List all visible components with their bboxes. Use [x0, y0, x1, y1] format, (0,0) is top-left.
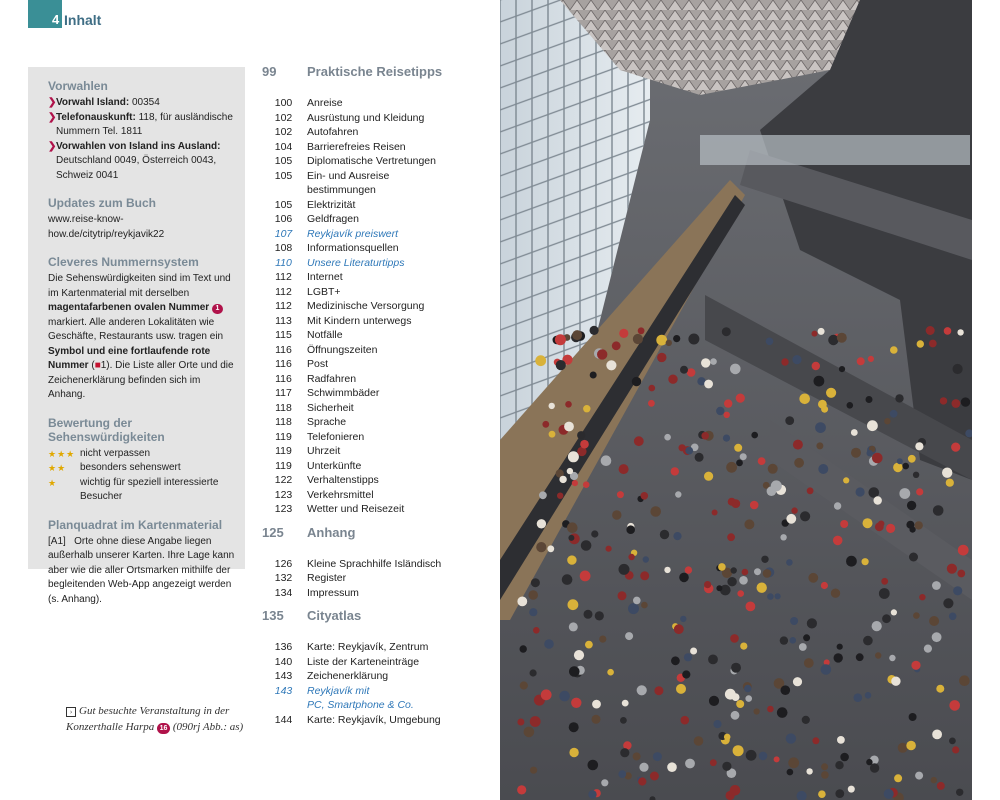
updates-url[interactable]: www.reise-know-how.de/citytrip/reykjavik22: [48, 214, 165, 240]
page-title: Inhalt: [64, 12, 102, 28]
rating-label: besonders sehenswert: [80, 462, 181, 473]
toc-entry[interactable]: [262, 270, 492, 285]
caption-credit: (090rj Abb.: as): [170, 721, 244, 733]
toc-entry-label: Kleine Sprachhilfe Isländisch: [307, 557, 442, 570]
toc-section-heading: [262, 64, 492, 88]
toc-entry[interactable]: [262, 299, 492, 314]
photo-illustration: [500, 0, 972, 800]
grid-code: [A1]: [48, 535, 66, 547]
toc-entry[interactable]: [262, 125, 492, 140]
info-box: [28, 67, 245, 605]
star-icon: ★★: [48, 463, 67, 473]
toc-entry[interactable]: [262, 571, 492, 586]
toc-entry[interactable]: [262, 212, 492, 227]
toc-entry-page: 143: [274, 684, 293, 697]
toc-section-number: 99: [262, 64, 277, 79]
toc-entry[interactable]: [262, 640, 492, 655]
rating-row: [48, 447, 235, 462]
toc-entry-page: 119: [275, 459, 292, 472]
nummern-heading: Cleveres Nummernsystem: [48, 255, 199, 269]
toc-entry[interactable]: [262, 96, 492, 111]
table-of-contents: [262, 64, 492, 727]
toc-entry-page: 102: [274, 111, 293, 124]
toc-entry[interactable]: [262, 415, 492, 430]
toc-entry-page: 123: [274, 488, 293, 501]
toc-entry-page: 144: [274, 713, 293, 726]
toc-entry[interactable]: [262, 314, 492, 329]
text-part: markiert. Alle anderen Lokalitäten wie Geschäfte, Restaurants usw. tragen ein: [48, 316, 224, 342]
toc-entry-page: 140: [274, 655, 293, 668]
planquadrat-heading: Planquadrat im Kartenmaterial: [48, 517, 223, 532]
toc-entry-page: 105: [274, 198, 293, 211]
toc-entry-label: Reykjavík mit: [307, 684, 370, 697]
toc-entry-label: Sicherheit: [307, 401, 354, 414]
toc-entry[interactable]: [262, 372, 492, 387]
toc-entry[interactable]: [262, 459, 492, 474]
toc-entry-page: 104: [274, 140, 293, 153]
text-part: Die Sehenswürdigkeiten sind im Text und im Kartenmaterial mit derselben: [48, 273, 231, 299]
text-bold: magentafarbenen ovalen Nummer: [48, 302, 210, 313]
toc-entry-page: 115: [275, 329, 292, 341]
toc-entry[interactable]: [262, 357, 492, 372]
toc-entry-page: 119: [275, 445, 292, 457]
toc-entry[interactable]: [262, 655, 492, 670]
toc-entry[interactable]: [262, 328, 492, 343]
arrow-icon: ❯: [48, 140, 57, 152]
toc-entry-label: Reykjavík preiswert: [307, 227, 399, 240]
toc-entry[interactable]: [262, 343, 492, 358]
rating-label: wichtig für speziell interessierte Besucher: [80, 476, 219, 502]
toc-entry-label: Wetter und Reisezeit: [307, 503, 405, 515]
toc-entry-page: 123: [274, 503, 293, 515]
toc-entry-label: Unsere Literaturtipps: [307, 256, 405, 269]
caption-text: Gut besuchte Veranstaltung in der Konzerthalle Harpa: [66, 705, 230, 733]
planquadrat-desc: Orte ohne diese Angabe liegen außerhalb unserer Karten. Ihre Lage kann aber wie die aller Ortsmarken mithilfe der begleitenden Web-App angezeigt werden (s. Anhang).: [48, 535, 235, 605]
toc-entry[interactable]: [262, 669, 492, 684]
toc-entry-page: 116: [275, 343, 292, 356]
star-icon: ★: [48, 477, 58, 488]
toc-entry[interactable]: [262, 444, 492, 459]
toc-entry-label: Geldfragen: [307, 213, 359, 225]
magenta-number-badge: 1: [212, 304, 223, 314]
magenta-number-badge: 16: [157, 723, 170, 734]
text-bold: Symbol und eine fortlaufende rote Nummer: [48, 345, 211, 371]
toc-entry[interactable]: [262, 713, 492, 728]
bewertung-section: [48, 416, 235, 505]
toc-entry[interactable]: [262, 154, 492, 169]
toc-entry[interactable]: [262, 684, 492, 699]
toc-entry-label: PC, Smartphone & Co.: [307, 699, 414, 711]
toc-entry-page: 107: [274, 227, 293, 240]
toc-entry-page: 122: [274, 474, 293, 486]
toc-entry-page: 108: [274, 242, 293, 254]
toc-entry-label: Sprache: [307, 416, 347, 428]
toc-entry-page: 110: [275, 256, 292, 269]
toc-section-title: Anhang: [307, 524, 356, 540]
toc-entry-page: 100: [274, 97, 293, 109]
toc-entry[interactable]: [262, 241, 492, 256]
toc-entry-page: 105: [274, 169, 293, 182]
toc-entry-page: 102: [274, 126, 293, 138]
toc-entry-page: 113: [275, 314, 292, 327]
toc-entry-label: Telefonieren: [307, 430, 365, 443]
toc-entry[interactable]: [262, 256, 492, 271]
toc-entry-page: 143: [274, 670, 293, 682]
toc-entry-label: Karte: Reykjavík, Umgebung: [307, 713, 441, 726]
rating-row: [48, 476, 235, 505]
toc-entry-page: 118: [275, 401, 292, 414]
toc-entry-page: 126: [274, 557, 293, 570]
vorwahl-item: [48, 140, 235, 184]
toc-entry-page: 119: [275, 430, 292, 443]
toc-entry-label: Ein- und Ausreise: [307, 169, 390, 182]
arrow-icon: ❯: [48, 111, 57, 123]
toc-section-heading: [262, 525, 492, 549]
toc-entry-page: 132: [274, 572, 293, 584]
item-text: 118, für ausländische Nummern Tel. 1811: [56, 111, 233, 137]
toc-entry-label: Verkehrsmittel: [307, 488, 374, 501]
toc-entry[interactable]: [262, 227, 492, 242]
toc-entry[interactable]: [262, 285, 492, 300]
toc-entry[interactable]: [262, 198, 492, 213]
photo-caption: [66, 703, 256, 735]
toc-section-heading: [262, 608, 492, 632]
toc-entry-label: Medizinische Versorgung: [307, 300, 425, 312]
toc-section-number: 135: [262, 608, 284, 623]
toc-entry[interactable]: [262, 386, 492, 401]
toc-entry[interactable]: [262, 488, 492, 503]
item-label: Telefonauskunft:: [56, 111, 136, 123]
toc-entry-label: Informationsquellen: [307, 242, 399, 254]
toc-entry-label: Notfälle: [307, 329, 343, 341]
caption-arrow-icon: ›: [66, 707, 76, 717]
toc-entry-page: 118: [275, 416, 292, 428]
toc-entry[interactable]: [262, 169, 492, 184]
toc-entry-label: Öffnungszeiten: [307, 343, 378, 356]
toc-entry-label: Internet: [307, 271, 343, 283]
toc-section-title: Cityatlas: [307, 608, 362, 623]
toc-entry[interactable]: [262, 401, 492, 416]
toc-entry-label: Liste der Karteneinträge: [307, 655, 420, 668]
rating-label: nicht verpassen: [80, 447, 151, 459]
text-part: (: [88, 360, 95, 371]
toc-section-number: 125: [262, 524, 284, 540]
toc-entry-page: 116: [275, 372, 292, 385]
toc-entry-label: Anreise: [307, 97, 343, 109]
toc-entry-page: 112: [275, 285, 292, 298]
toc-entry[interactable]: [262, 557, 492, 572]
toc-entry-page: 112: [275, 300, 292, 312]
rating-row: [48, 461, 235, 476]
planquadrat-section: [48, 518, 235, 608]
item-label: Vorwahl Island:: [56, 97, 130, 108]
toc-entry-label: Unterkünfte: [307, 459, 362, 472]
vorwahl-item: [48, 111, 235, 140]
nummern-text: [48, 272, 235, 403]
toc-entry[interactable]: [262, 183, 492, 198]
toc-entry-label: Post: [307, 358, 329, 370]
planquadrat-text: [48, 535, 235, 608]
star-icon: ★★★: [48, 448, 76, 459]
toc-entry[interactable]: [262, 140, 492, 155]
toc-entry-label: Register: [307, 572, 347, 584]
vorwahlen-heading: Vorwahlen: [48, 79, 108, 93]
updates-section: [48, 196, 235, 242]
toc-entry[interactable]: [262, 586, 492, 601]
toc-entry-label: LGBT+: [307, 285, 341, 298]
toc-entry-label: Verhaltenstipps: [307, 474, 379, 486]
toc-entry-label: Diplomatische Vertretungen: [307, 155, 436, 167]
toc-entry-page: 134: [274, 586, 293, 599]
vorwahlen-section: [48, 79, 235, 183]
toc-entry-label: Impressum: [307, 586, 359, 599]
toc-entry[interactable]: [262, 698, 492, 713]
item-label: Vorwahlen von Island ins Ausland:: [56, 140, 221, 152]
arrow-icon: ❯: [48, 97, 57, 108]
toc-entry-label: Schwimmbäder: [307, 387, 380, 399]
text-part: 1). Die Liste aller Orte und die Zeichenerklärung befinden sich im Anhang.: [48, 360, 234, 400]
toc-section-title: Praktische Reisetipps: [307, 64, 443, 79]
toc-entry[interactable]: [262, 111, 492, 126]
toc-entry-label: Ausrüstung und Kleidung: [307, 111, 425, 124]
toc-entry-page: 116: [275, 358, 292, 370]
toc-entry-label: bestimmungen: [307, 184, 376, 196]
toc-entry-label: Mit Kindern unterwegs: [307, 314, 412, 327]
bewertung-heading: Bewertung der Sehenswürdigkeiten: [48, 415, 165, 444]
updates-heading: Updates zum Buch: [48, 196, 157, 210]
nummern-section: [48, 255, 235, 403]
item-text: 00354: [129, 97, 160, 108]
toc-entry-label: Barrierefreies Reisen: [307, 140, 406, 153]
toc-entry[interactable]: [262, 430, 492, 445]
toc-entry-page: 117: [275, 387, 292, 399]
toc-entry-label: Karte: Reykjavík, Zentrum: [307, 641, 429, 653]
toc-entry-page: 112: [275, 271, 292, 283]
item-text: Deutschland 0049, Österreich 0043, Schweiz 0041: [56, 155, 217, 181]
red-symbol-icon: ■: [94, 360, 101, 371]
toc-entry-label: Autofahren: [307, 126, 359, 138]
page-number: 4: [28, 0, 62, 28]
vorwahl-item: [48, 96, 235, 111]
toc-entry-label: Elektrizität: [307, 198, 356, 211]
toc-entry-page: [262, 698, 307, 713]
toc-entry-label: Zeichenerklärung: [307, 670, 389, 682]
toc-entry-page: 106: [274, 213, 293, 225]
toc-entry-page: 136: [274, 641, 293, 653]
toc-entry-label: Uhrzeit: [307, 445, 341, 457]
toc-entry[interactable]: [262, 502, 492, 517]
toc-entry-page: [262, 183, 307, 198]
harpa-concert-hall-photo: [500, 0, 972, 800]
toc-entry[interactable]: [262, 473, 492, 488]
toc-entry-page: 105: [274, 155, 293, 167]
toc-entry-label: Radfahren: [307, 372, 357, 385]
